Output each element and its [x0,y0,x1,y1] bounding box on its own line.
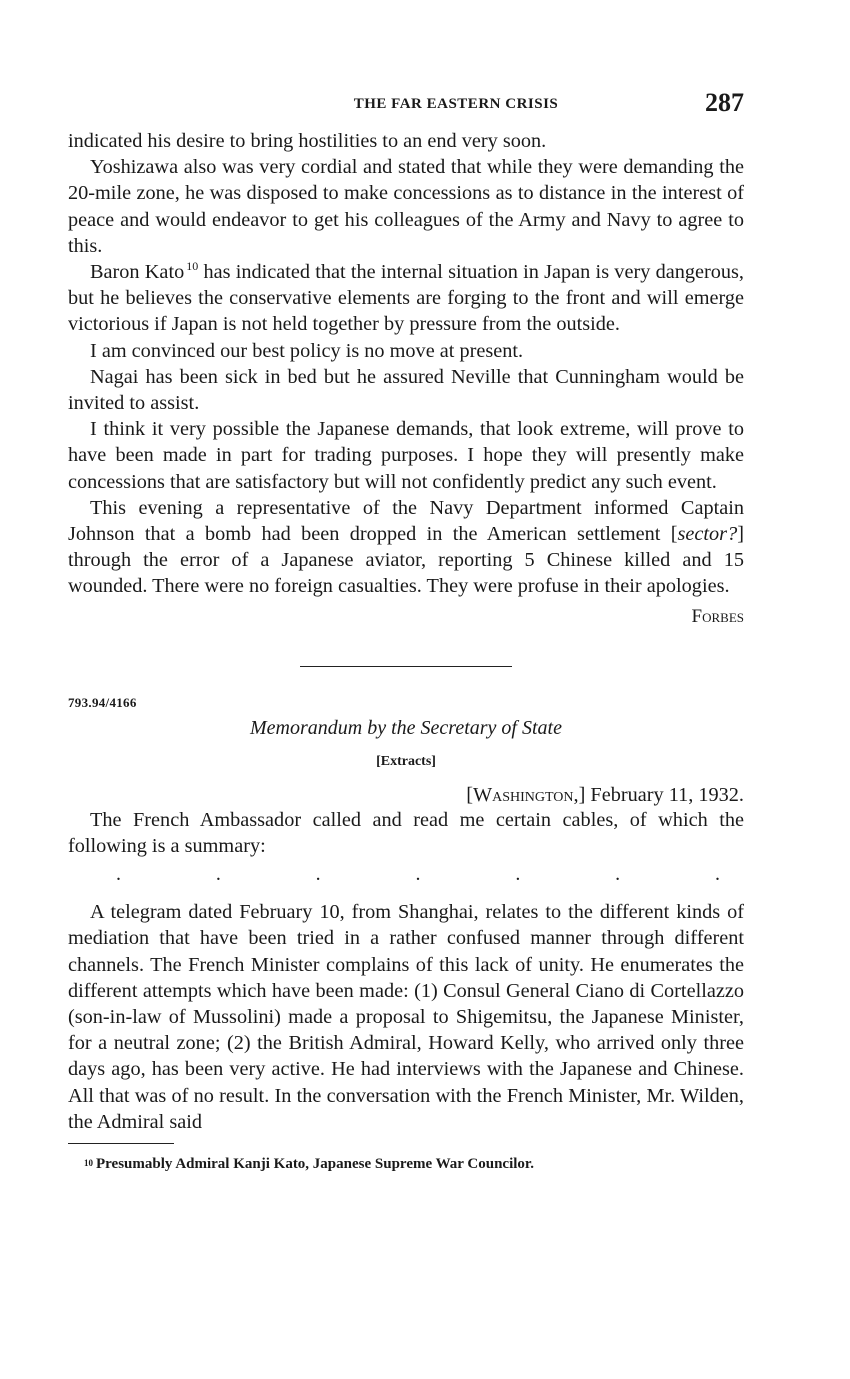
telegram-text [68,128,744,630]
paragraph [68,259,744,338]
dateline-date: February 11, 1932. [585,783,744,806]
ellipsis-row [68,863,744,886]
paragraph-text: Baron Kato [90,261,185,284]
ellipsis-dot: . [116,863,121,886]
ellipsis-dot: . [315,863,321,886]
paragraph: Nagai has been sick in bed but he assured Neville that Cunningham would be invited to assist. [68,365,744,415]
paragraph-text: ] through the error of a Japanese aviator, reporting 5 Chinese killed and 15 wounded. There were no foreign casualties. They were profuse in their apologies. [68,523,744,598]
memo-text [68,807,744,1135]
footnote-text: Presumably Admiral Kanji Kato, Japanese Supreme War Councilor. [96,1156,534,1173]
paragraph: The French Ambassador called and read me certain cables, of which the following is a summary: [68,808,744,858]
footnote-number: 10 [84,1158,93,1169]
signature: Forbes [691,605,744,627]
paragraph: A telegram dated February 10, from Shanghai, relates to the different kinds of mediation that have been tried in a rather confused manner through different channels. The French Minister complains of this lack of unity. He enumerates the different attempts which have been made: (1) Consul General Ciano di Cortellazzo (son-in-law of Mussolini) made a proposal to Shigemitsu, the Japanese Minister, for a neutral zone; (2) the British Admiral, Howard Kelly, who arrived only three days ago, has been very active. He had interviews with the Japanese and Chinese. All that was of no result. In the conversation with the French Minister, Mr. Wilden, the Admiral said [68,901,744,1133]
paragraph: Yoshizawa also was very cordial and stated that while they were demanding the 20-mile zone, he was disposed to make concessions as to distance in the interest of peace and would endeavor to get his colleagues of the Army and Navy to agree to this. [68,156,744,257]
paragraph-text: This evening a representative of the Navy Department informed Captain Johnson that a bomb had been dropped in the American settlement [ [68,496,744,546]
memo-title: Memorandum by the Secretary of State [250,716,562,739]
paragraph [68,495,744,600]
ellipsis-dot: . [215,863,221,886]
document-page [68,88,744,1173]
dateline-place: [Washington,] [466,783,586,806]
extracts-label: [Extracts] [376,753,436,769]
paragraph-text: has indicated that the internal situation in Japan is very dangerous, but he believes the conservative elements are forging to the front and will emerge victorious if Japan is not held together by pressure from the outside. [68,261,744,336]
ellipsis-dot: . [714,863,720,886]
paragraph: indicated his desire to bring hostilities to an end very soon. [68,130,547,152]
paragraph: I think it very possible the Japanese demands, that look extreme, will prove to have been made in part for trading purposes. I hope they will presently make concessions that are satisfactory but will not confidently predict any such event. [68,418,744,493]
page-header [68,88,744,128]
dateline [68,784,744,807]
footnote-divider [68,1143,174,1144]
file-number: 793.94/4166 [68,694,137,710]
running-head: THE FAR EASTERN CRISIS [353,96,559,112]
footnote-ref: 10 [186,259,199,274]
section-divider [300,666,512,667]
ellipsis-dot: . [415,863,421,886]
ellipsis-dot: . [515,863,521,886]
footnote [68,1156,744,1173]
italic-insert: sector? [677,523,738,546]
paragraph: I am convinced our best policy is no move at present. [90,339,524,362]
page-number: 287 [705,88,744,117]
ellipsis-dot: . [615,863,621,886]
